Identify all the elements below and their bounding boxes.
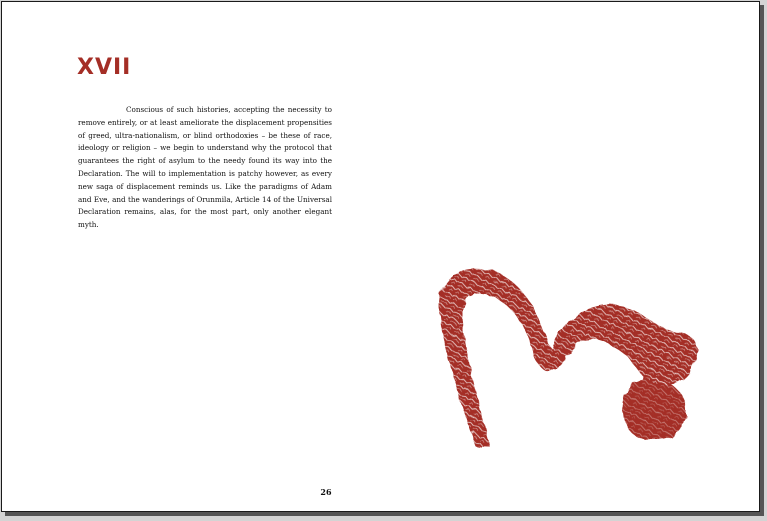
- page-number: 26: [320, 487, 332, 497]
- brushstroke-artwork: [432, 257, 712, 467]
- chapter-heading: XVII: [77, 55, 132, 80]
- book-spread: [1, 1, 760, 512]
- body-paragraph: Conscious of such histories, accepting the necessity to remove entirely, or at least ameliorate the displacement propensities of greed, ultra-nationalism, or blind orthodoxies – be these of race, ideology or religion – we begin to understand why the protocol that guarantees the right of asylum to the needy found its way into the Declaration. The will to implementation is patchy however, as every new saga of displacement reminds us. Like the paradigms of Adam and Eve, and the wanderings of Orunmila, Article 14 of the Universal Declaration remains, alas, for the most part, only another elegant myth.: [78, 105, 332, 230]
